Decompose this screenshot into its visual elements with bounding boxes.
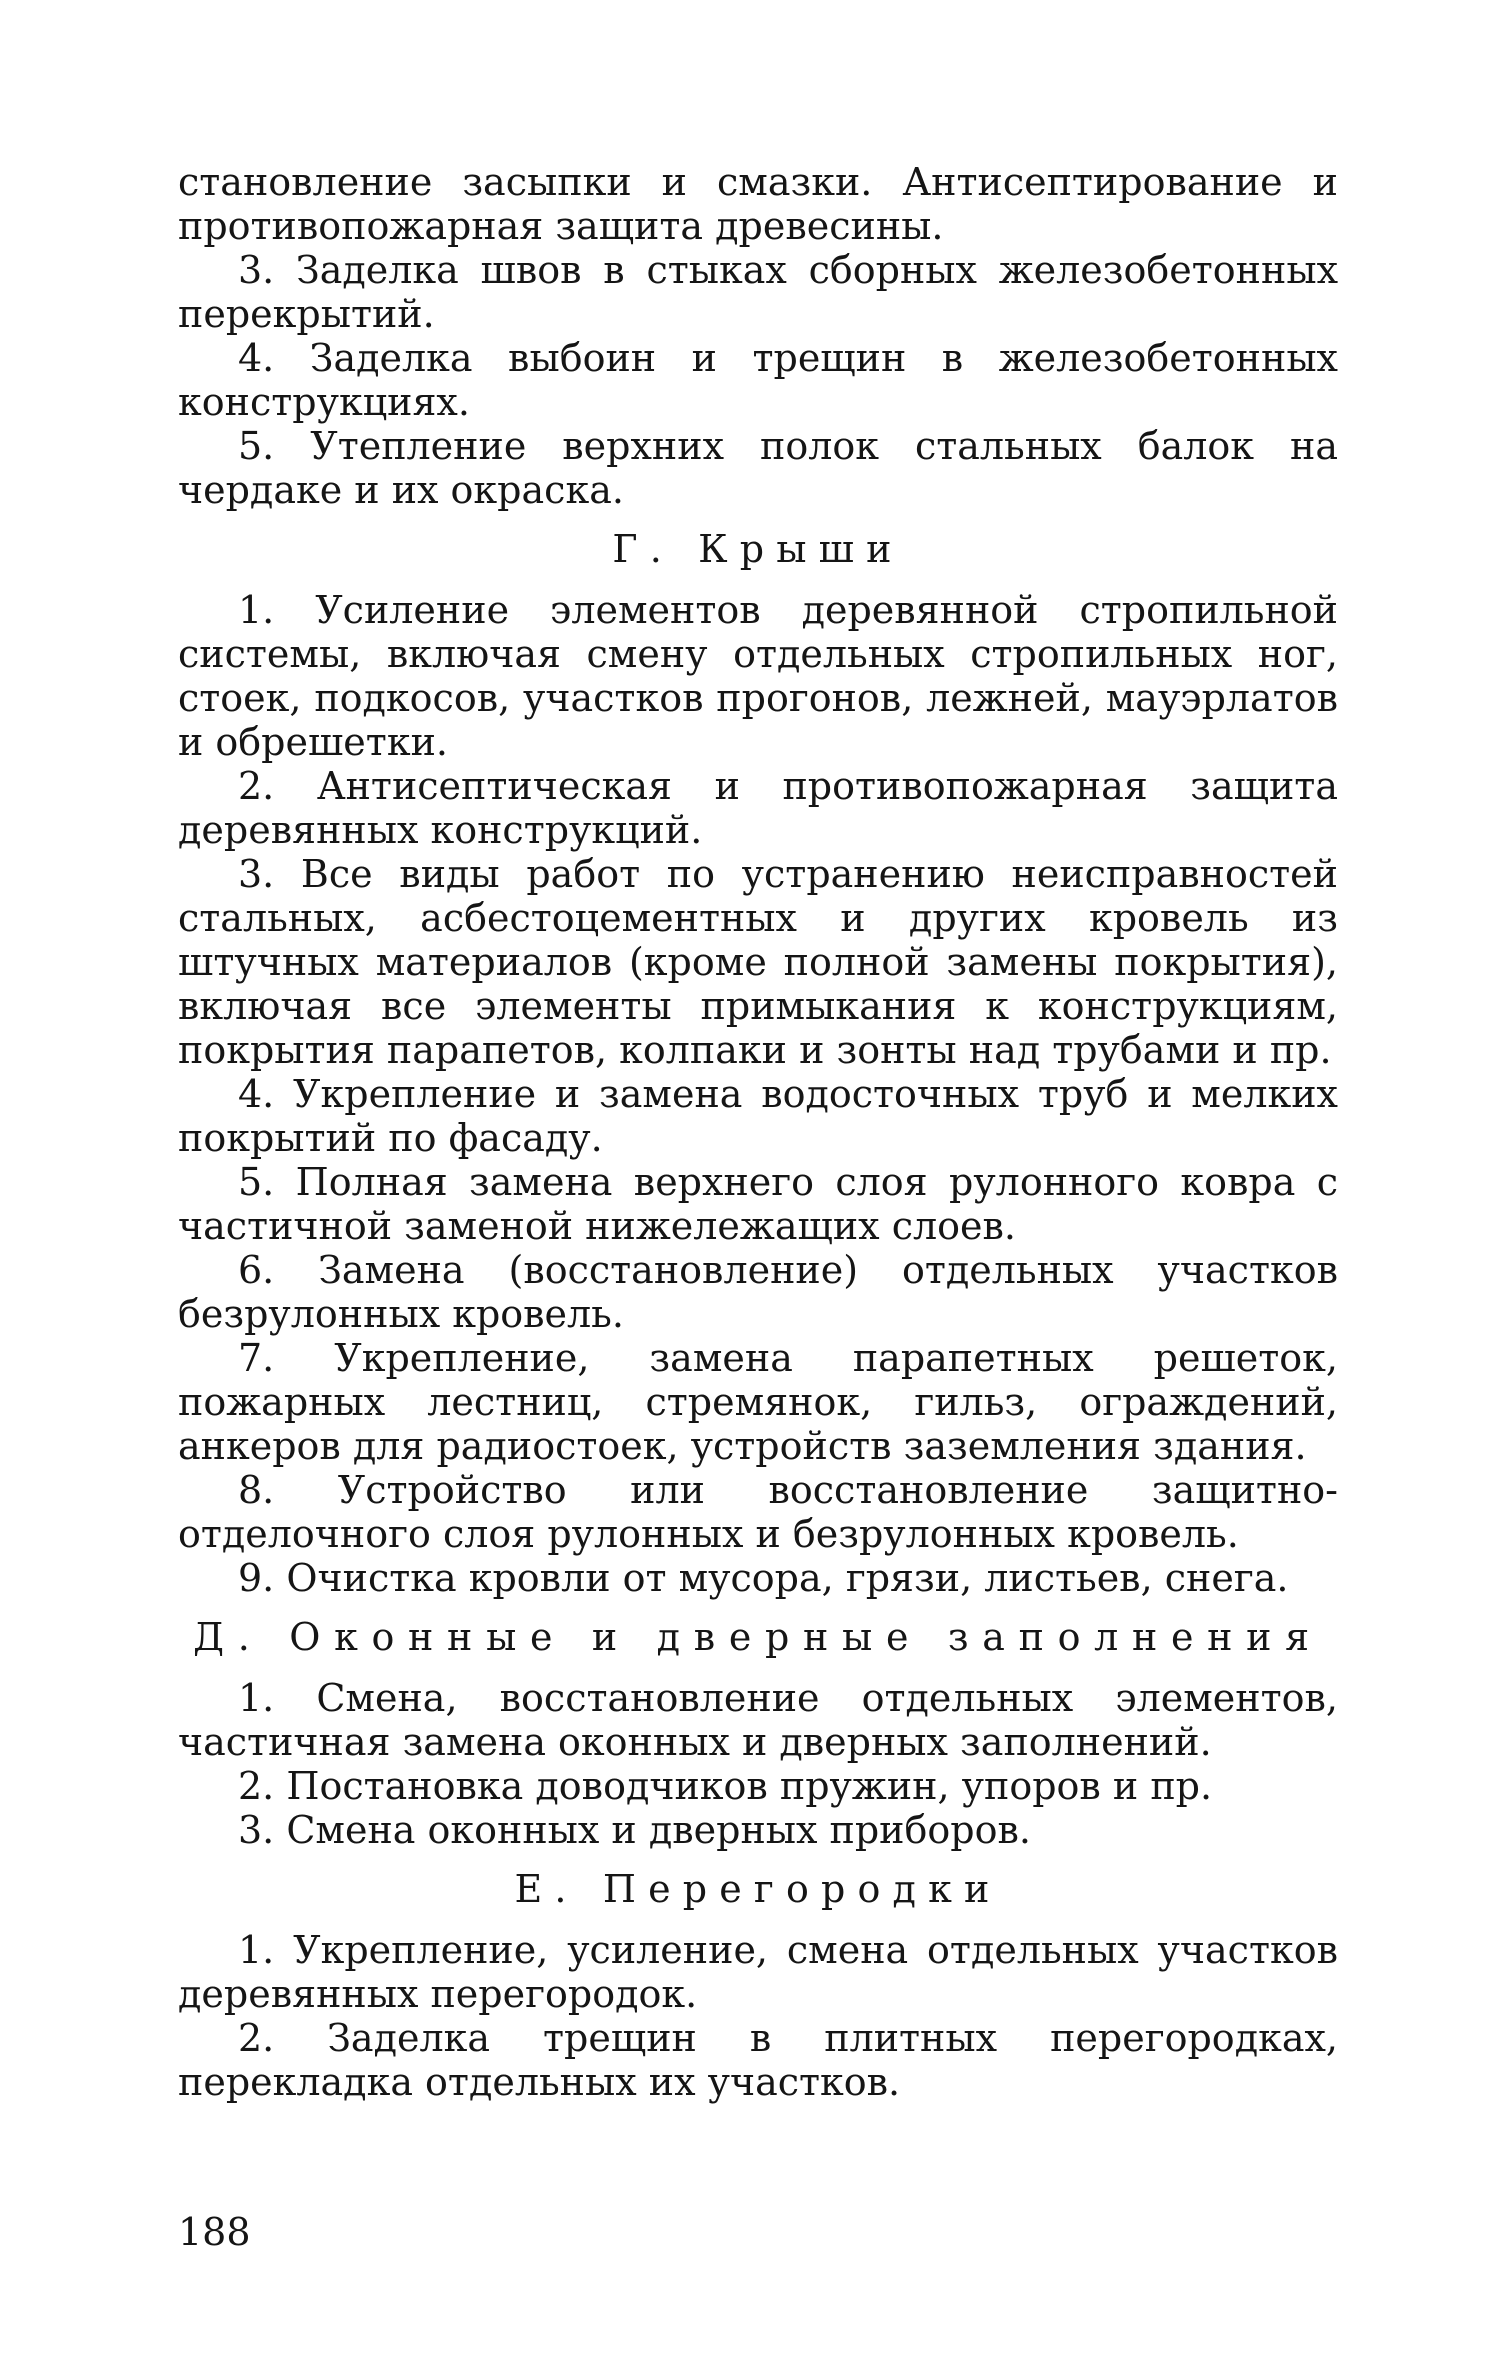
- roofs-item-9: 9. Очистка кровли от мусора, грязи, листьев, снега.: [238, 1556, 1289, 1600]
- roofs-item-2: 2. Антисептическая и противопожарная защита деревянных конструкций.: [178, 764, 1338, 852]
- intro-continuation: становление засыпки и смазки. Антисептирование и противопожарная защита древесины.: [178, 160, 1338, 248]
- roofs-item-3: 3. Все виды работ по устранению неисправностей стальных, асбестоцементных и других кровель из штучных материалов (кроме полной замены покрытия), включая все элементы примыкания к конструкциям, покрытия парапетов, колпаки и зонты над трубами и пр.: [178, 852, 1338, 1072]
- section-title-windows-doors: Д. Оконные и дверные заполнения: [193, 1615, 1323, 1659]
- roofs-item-4: 4. Укрепление и замена водосточных труб и мелких покрытий по фасаду.: [178, 1072, 1338, 1160]
- roofs-item-1: 1. Усиление элементов деревянной стропильной системы, включая смену отдельных стропильных ног, стоек, подкосов, участков прогонов, лежней, мауэрлатов и обрешетки.: [178, 588, 1338, 764]
- partitions-item-2: 2. Заделка трещин в плитных перегородках, перекладка отдельных их участков.: [178, 2016, 1338, 2104]
- windows-item-2: 2. Постановка доводчиков пружин, упоров и пр.: [238, 1764, 1213, 1808]
- page-body: [178, 160, 1338, 2104]
- intro-item-3: 3. Заделка швов в стыках сборных железобетонных перекрытий.: [178, 248, 1338, 336]
- intro-item-4: 4. Заделка выбоин и трещин в железобетонных конструкциях.: [178, 336, 1338, 424]
- roofs-item-6: 6. Замена (восстановление) отдельных участков безрулонных кровель.: [178, 1248, 1338, 1336]
- intro-item-5: 5. Утепление верхних полок стальных балок на чердаке и их окраска.: [178, 424, 1338, 512]
- windows-item-3: 3. Смена оконных и дверных приборов.: [238, 1808, 1031, 1852]
- page-number: 188: [178, 2210, 251, 2254]
- roofs-item-5: 5. Полная замена верхнего слоя рулонного ковра с частичной заменой нижележащих слоев.: [178, 1160, 1338, 1248]
- windows-item-1: 1. Смена, восстановление отдельных элементов, частичная замена оконных и дверных заполнений.: [178, 1676, 1338, 1764]
- section-title-partitions: Е. Перегородки: [514, 1867, 1002, 1911]
- roofs-item-8: 8. Устройство или восстановление защитно-отделочного слоя рулонных и безрулонных кровель.: [178, 1468, 1338, 1556]
- partitions-item-1: 1. Укрепление, усиление, смена отдельных участков деревянных перегородок.: [178, 1928, 1338, 2016]
- section-title-roofs: Г. Крыши: [612, 527, 904, 571]
- roofs-item-7: 7. Укрепление, замена парапетных решеток, пожарных лестниц, стремянок, гильз, ограждений, анкеров для радиостоек, устройств заземления здания.: [178, 1336, 1338, 1468]
